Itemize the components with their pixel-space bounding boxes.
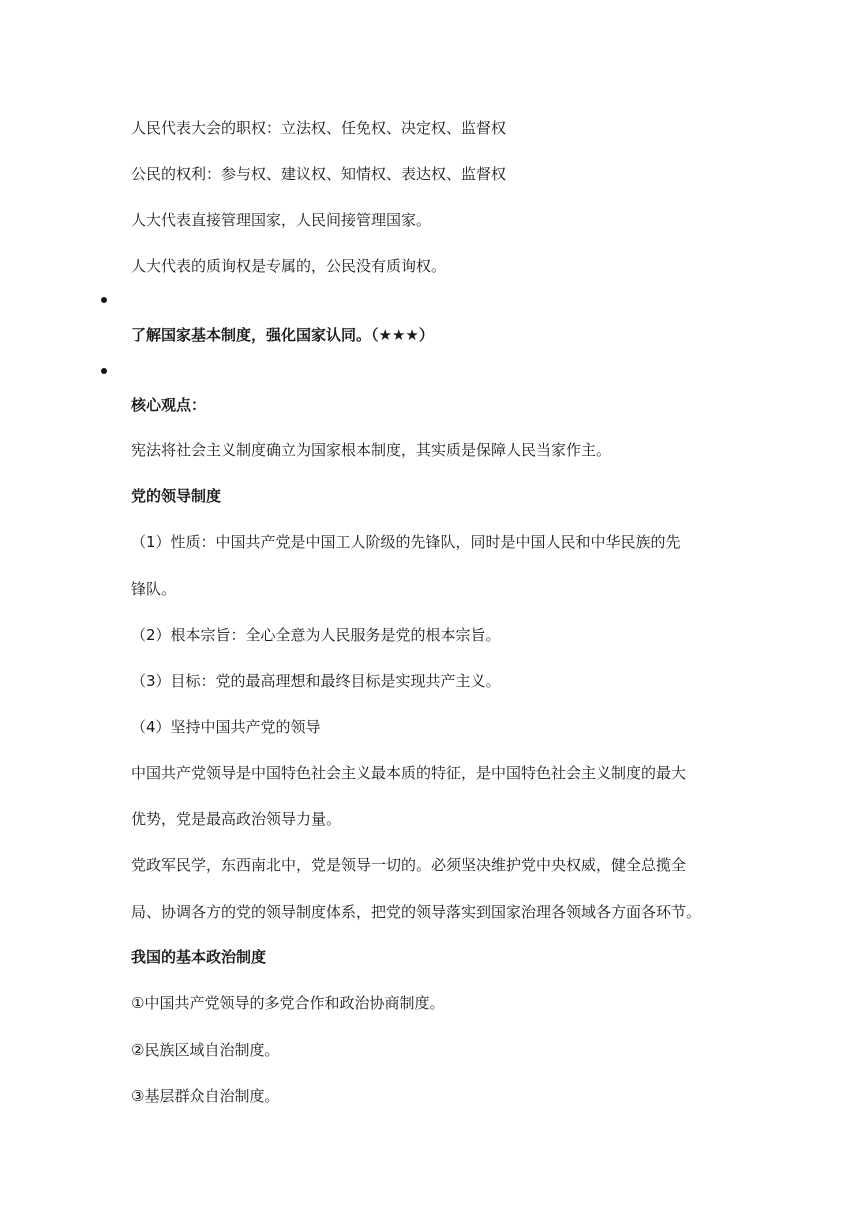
paragraph-npc-powers: 人民代表大会的职权：立法权、任免权、决定权、监督权 [131, 119, 507, 137]
heading-core-view: 核心观点： [131, 396, 207, 414]
heading-basic-political-system: 我国的基本政治制度 [131, 948, 267, 966]
list-item-regional-autonomy: ②民族区域自治制度。 [131, 1041, 280, 1059]
section-heading-basic-system: 了解国家基本制度，强化国家认同。（★★★） [131, 326, 434, 344]
paragraph-goal: （3）目标：党的最高理想和最终目标是实现共产主义。 [131, 672, 501, 690]
paragraph-essential-feature-line1: 中国共产党领导是中国特色社会主义最本质的特征，是中国特色社会主义制度的最大 [131, 764, 687, 782]
paragraph-nature-line1: （1）性质：中国共产党是中国工人阶级的先锋队，同时是中国人民和中华民族的先 [131, 533, 681, 551]
bullet-point [101, 297, 107, 303]
paragraph-essential-feature-line2: 优势，党是最高政治领导力量。 [131, 810, 342, 828]
paragraph-inquiry-right: 人大代表的质询权是专属的，公民没有质询权。 [131, 257, 447, 275]
paragraph-deputies-manage: 人大代表直接管理国家，人民间接管理国家。 [131, 211, 432, 229]
paragraph-nature-line2: 锋队。 [131, 580, 177, 598]
bullet-point [101, 368, 107, 374]
paragraph-leads-everything-line1: 党政军民学，东西南北中，党是领导一切的。必须坚决维护党中央权威，健全总揽全 [131, 856, 687, 874]
list-item-multiparty: ①中国共产党领导的多党合作和政治协商制度。 [131, 994, 445, 1012]
paragraph-purpose: （2）根本宗旨：全心全意为人民服务是党的根本宗旨。 [131, 626, 501, 644]
paragraph-uphold-leadership: （4）坚持中国共产党的领导 [131, 718, 321, 736]
heading-party-leadership: 党的领导制度 [131, 487, 222, 505]
paragraph-constitution: 宪法将社会主义制度确立为国家根本制度，其实质是保障人民当家作主。 [131, 441, 612, 459]
list-item-grassroots-autonomy: ③基层群众自治制度。 [131, 1087, 280, 1105]
paragraph-citizen-rights: 公民的权利：参与权、建议权、知情权、表达权、监督权 [131, 165, 507, 183]
paragraph-leads-everything-line2: 局、协调各方的党的领导制度体系，把党的领导落实到国家治理各领域各方面各环节。 [131, 903, 702, 921]
